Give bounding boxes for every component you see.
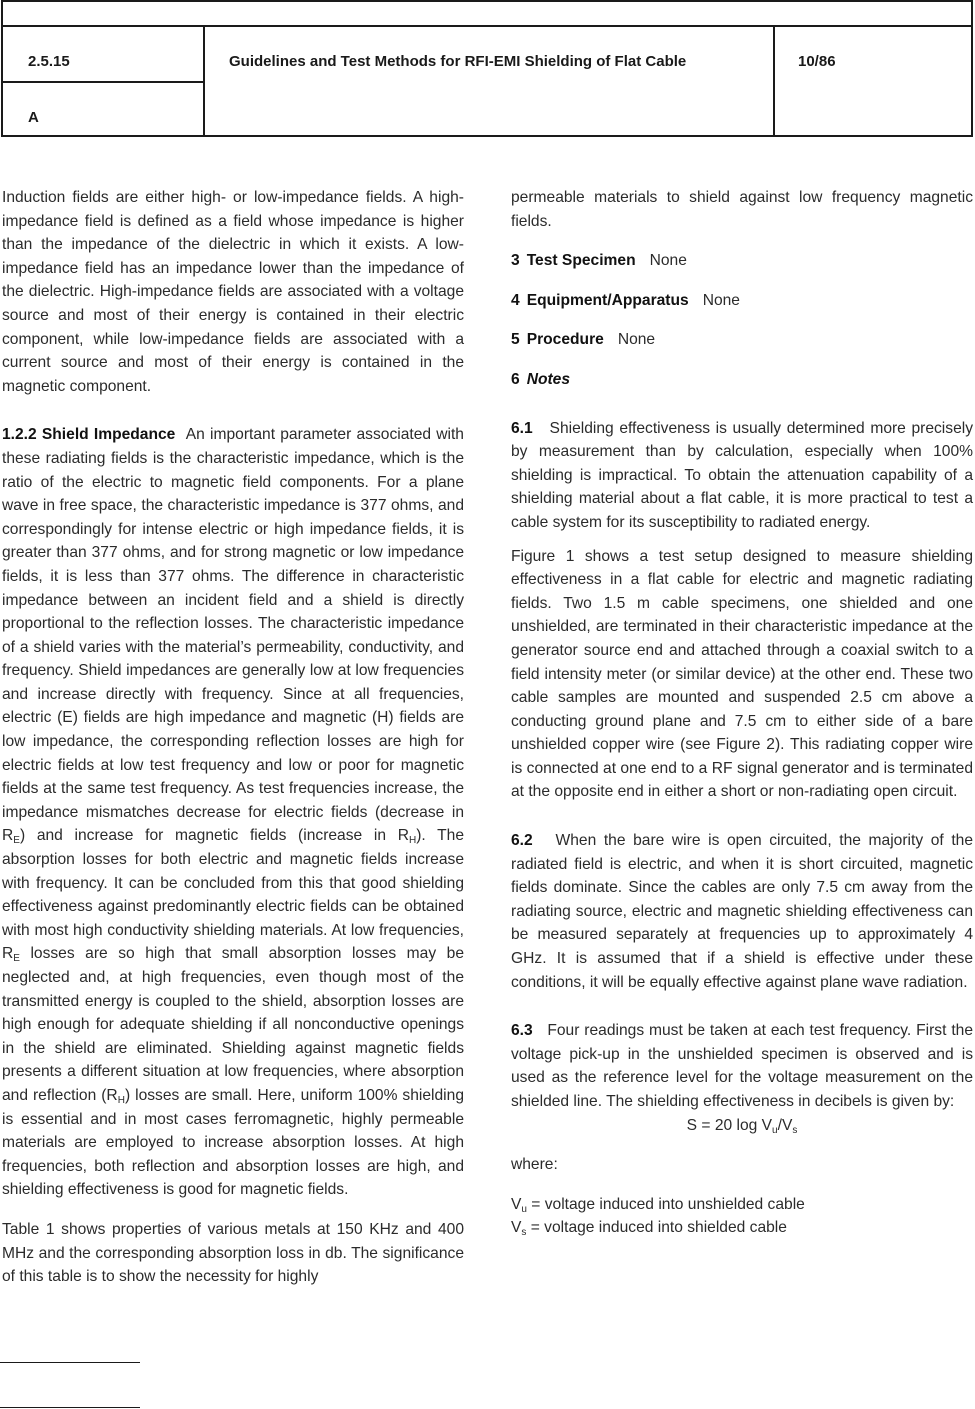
continuation-paragraph: permeable materials to shield against low frequency magnetic fields. — [511, 189, 973, 230]
note-label: 6.3 — [511, 1022, 533, 1040]
induction-fields-paragraph: Induction fields are either high- or low-impedance fields. A high-impedance field is defined as a field whose impedance is higher than the impedance of the dielectric in which it exists. A low-impedance field has an impedance lower than the impedance of the dielectric. High-impedance fields are associated with a voltage source and most of their energy is contained in their electric component, while low-impedance fields are associated with a current source and most of their energy is contained in the magnetic component. — [2, 189, 464, 395]
subscript: H — [117, 1094, 125, 1106]
section-number: 5 — [511, 331, 520, 349]
section-number: 6 — [511, 370, 520, 388]
subscript: u — [772, 1124, 778, 1136]
section-value: None — [649, 252, 687, 270]
section-5-procedure — [511, 328, 973, 352]
note-text: When the bare wire is open circuited, the majority of the radiated field is electric, and when it is short circuited, magnetic fields dominate. Since the cables are only 7.5 cm away from the radiating source, electric and magnetic shielding effectiveness can be measured separately at frequencies up to approximately 4 GHz. It is assumed that if a shield is effective under these conditions, it will be equally effective against plane wave radiation. — [511, 832, 974, 991]
subscript: s — [521, 1227, 527, 1239]
body-text: ). The absorption losses for both electric and magnetic fields increase with frequency. It can be concluded from this that good shielding effectiveness against predominantly electric fields can be obtained with most high conductivity shielding materials. At low frequencies, R — [2, 827, 465, 963]
section-4-equipment — [511, 289, 973, 313]
definition-vs — [511, 1216, 973, 1240]
section-value: None — [617, 331, 656, 349]
subscript: s — [792, 1124, 798, 1136]
left-column — [2, 186, 464, 1289]
section-title: Equipment/Apparatus — [526, 291, 689, 309]
section-title: Notes — [526, 370, 571, 388]
definition-text: = voltage induced into shielded cable — [526, 1219, 787, 1237]
section-number: 4 — [511, 291, 520, 309]
symbol: V — [511, 1195, 522, 1213]
formula-text: S = 20 log V — [686, 1116, 773, 1134]
section-value: None — [702, 291, 740, 309]
revision-letter: A — [28, 109, 39, 126]
body-text: An important parameter associated with these radiating fields is the characteristic impedance, which is the ratio of the electric to magnetic field components. For a plane wave in free space, the characteristic impedance is 377 ohms, and correspondingly for intense electric or high impedance fields, it is greater than 377 ohms, and for strong magnetic or low impedance fields, it is less than 377 ohms. The difference in characteristic impedance between an incident field and a shield is directly proportional to the reflection losses. The characteristic impedance of a shield varies with the material’s permeability, conductivity, and frequency. Shield impedances are generally low at low frequencies and increase directly with frequency. Since at all frequencies, electric (E) fields are high impedance and magnetic (H) fields are low impedance, the corresponding reflection losses are high for electric fields at low test frequency and low or poor for magnetic fields at the same test frequency. As test frequencies increase, the impedance mismatches decrease for electric fields (decrease in R — [2, 426, 464, 845]
symbol: V — [511, 1219, 522, 1237]
note-6-1 — [511, 417, 973, 535]
note-label: 6.1 — [511, 419, 533, 437]
note-text: Four readings must be taken at each test frequency. First the voltage pick-up in the unshielded specimen is observed and is used as the reference level for the voltage measurement on the shielded line. The shielding effectiveness in decibels is given by: — [511, 1022, 973, 1110]
shielding-formula — [511, 1114, 973, 1138]
where-label: where: — [511, 1156, 558, 1174]
section-number: 3 — [511, 252, 520, 270]
header-section-cell — [3, 27, 203, 83]
header-title-cell — [205, 27, 775, 135]
section-title: Procedure — [526, 331, 604, 349]
right-column — [511, 186, 973, 1240]
footnote-rule — [0, 1407, 140, 1408]
header-top-strip — [3, 2, 971, 27]
note-6-3 — [511, 1019, 973, 1113]
note-label: 6.2 — [511, 832, 533, 850]
header-date-cell — [775, 27, 971, 135]
note-6-2 — [511, 829, 973, 994]
header-left-cell — [3, 27, 205, 135]
shield-impedance-heading: 1.2.2 Shield Impedance — [2, 426, 176, 444]
variable-definitions — [511, 1193, 973, 1240]
definition-text: = voltage induced into unshielded cable — [526, 1195, 805, 1213]
subscript: E — [13, 835, 20, 847]
shield-impedance-paragraph — [2, 423, 464, 1202]
section-title: Test Specimen — [526, 252, 636, 270]
subscript: u — [521, 1203, 527, 1215]
subscript: H — [408, 835, 417, 847]
section-number: 2.5.15 — [28, 53, 70, 70]
note-text: Shielding effectiveness is usually determined more precisely by measurement than by calculation, especially when 100% shielding is impractical. To obtain the attenuation capability of a shielding material about a flat cable, it is more practical to test a cable system for its susceptibility to radiated energy. — [511, 419, 973, 531]
subscript: E — [13, 953, 20, 965]
page-date: 10/86 — [798, 53, 836, 70]
table1-paragraph: Table 1 shows properties of various metals at 150 KHz and 400 MHz and the corresponding absorption loss in db. The significance of this table is to show the necessity for highly — [2, 1220, 464, 1286]
document-header-table — [1, 0, 973, 137]
body-text: ) losses are small. Here, uniform 100% shielding is essential and in most cases ferromagnetic, highly permeable materials are employed to increase absorption losses. At high frequencies, both reflection and absorption losses are high, and shielding effectiveness is good for magnetic fields. — [2, 1086, 464, 1199]
document-title: Guidelines and Test Methods for RFI-EMI Shielding of Flat Cable — [229, 53, 687, 70]
formula-text: /V — [777, 1116, 793, 1134]
body-text: losses are so high that small absorption losses may be neglected and, at high frequencies, even though most of the transmitted energy is coupled to the shield, absorption losses are high enough for adequate shielding if all nonconductive openings in the shield are eliminated. Shielding against magnetic fields presents a different situation at low frequencies, where absorption and reflection (R — [2, 945, 464, 1104]
definition-vu — [511, 1193, 973, 1217]
body-text: ) and increase for magnetic fields (increase in R — [19, 827, 409, 845]
section-6-notes — [511, 368, 973, 392]
figure-1-paragraph: Figure 1 shows a test setup designed to measure shielding effectiveness in a flat cable for electric and magnetic radiating fields. Two 1.5 m cable specimens, one shielded and one unshielded, are terminated in their characteristic impedance at the generator source end and attached through a coaxial switch to a field intensity meter (or similar device) at the other end. These two cable samples are mounted and suspended 2.5 cm above a conducting ground plane and 7.5 cm to either side of a bare unshielded copper wire (see Figure 2). This radiating copper wire is connected at one end to a RF signal generator and is terminated at the opposite end in either a short or non-radiating open circuit. — [511, 547, 973, 801]
section-3-test-specimen — [511, 249, 973, 273]
footnote-rule — [0, 1362, 140, 1363]
